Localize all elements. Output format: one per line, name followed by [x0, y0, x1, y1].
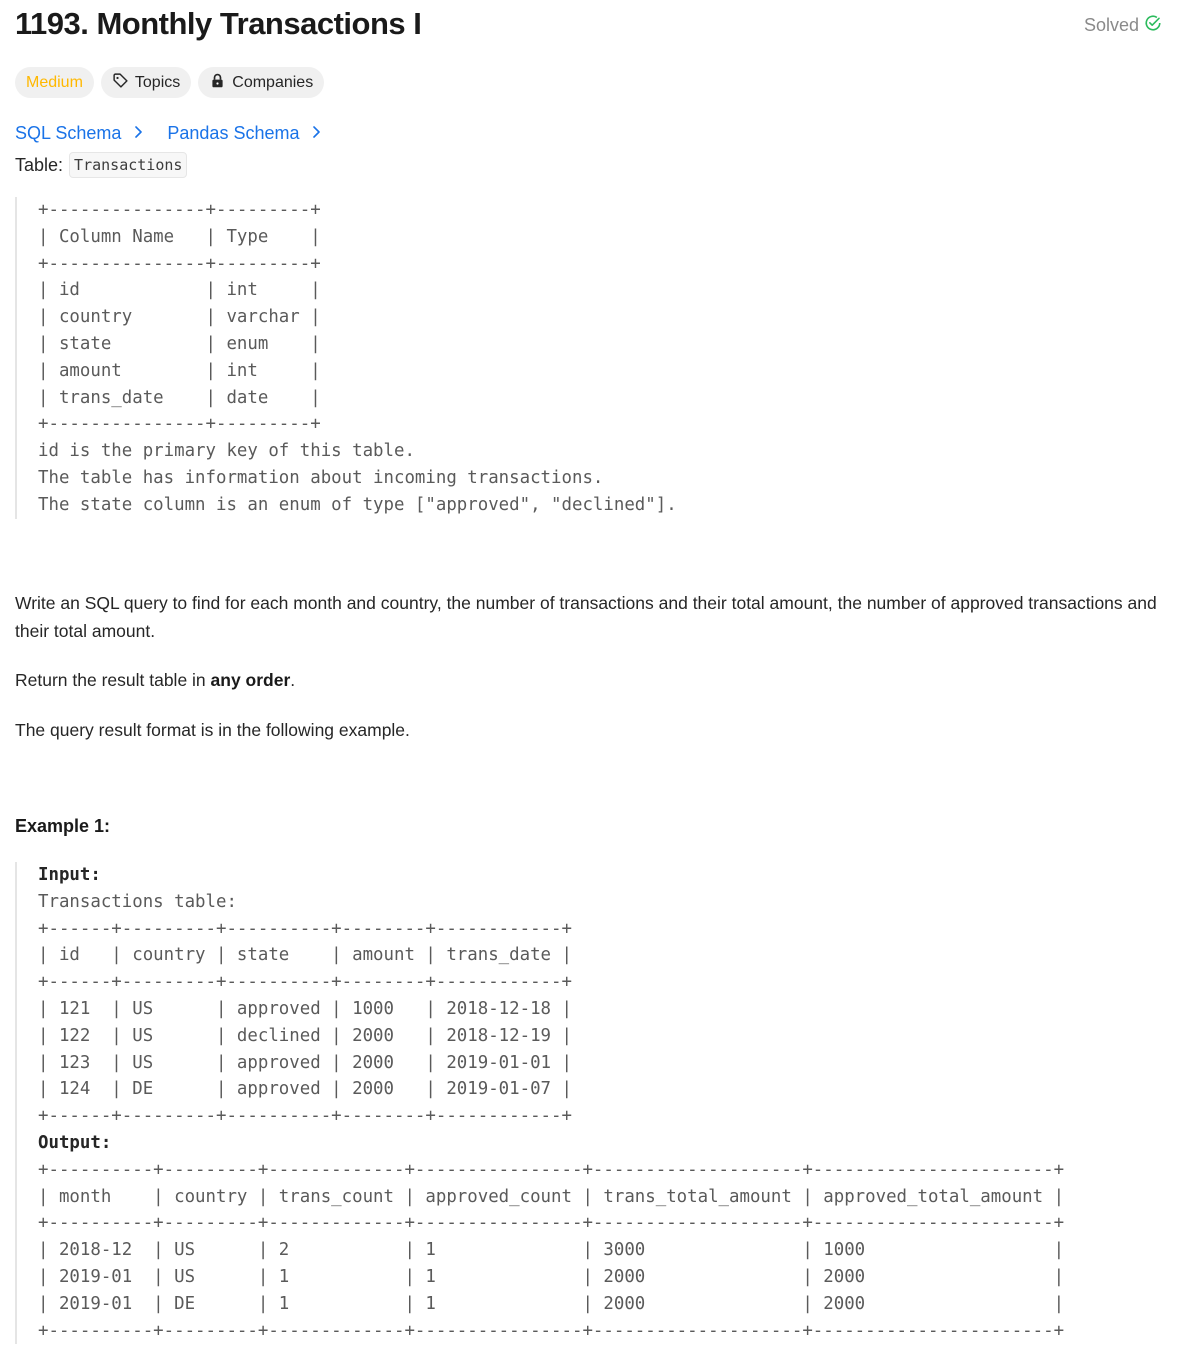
order-emphasis: any order [210, 670, 291, 690]
topics-tag-button[interactable] [101, 67, 191, 98]
pandas-schema-link[interactable] [167, 123, 323, 144]
tag-icon [112, 72, 129, 94]
sql-schema-label: SQL Schema [15, 123, 122, 143]
description-paragraph-1: Write an SQL query to find for each month and country, the number of transactions and their total amount, the number of approved transactions and their total amount. [15, 593, 1157, 641]
input-label: Input: [38, 865, 101, 885]
schema-code-block: +---------------+---------+ | Column Name | Type | +---------------+---------+ | id | int | | country | varchar | | state | enum | | amount | int | | trans_date | date | +---------------+---------+ id is the primary key of this table. The table has information about incoming transactions. The state column is an enum of type ["approved", "declined"]. [15, 197, 677, 519]
input-table: Transactions table: +------+---------+----------+--------+------------+ | id | country | state | amount | trans_date | +------+---------+----------+--------+------------+ | 121 | US | approved | 1000 | 2018-12-18 | | 122 | US | declined | 2000 | 2018-12-19 | | 123 | US | approved | 2000 | 2019-01-01 | | 124 | DE | approved | 2000 | 2019-01-07 | +------+---------+----------+--------+------------+ [38, 891, 572, 1127]
output-label: Output: [38, 1132, 112, 1153]
example-code-block [15, 862, 1064, 1344]
chevron-right-icon [131, 123, 145, 144]
lock-icon [209, 72, 226, 94]
tag-row [15, 67, 324, 98]
difficulty-badge: Medium [15, 67, 94, 98]
check-circle-icon [1144, 14, 1162, 37]
example-title: Example 1: [15, 816, 111, 836]
table-name-code: Transactions [69, 152, 187, 178]
solved-label: Solved [1083, 15, 1139, 35]
table-name-line [15, 152, 187, 178]
output-table: +----------+---------+-------------+----------------+--------------------+-----------------------+ | month | country | trans_count | approved_count | trans_total_amount | approved_total_amount | +----------+---------+-------------+----------------+--------------------+-----------------------+ | 2018-12 | US | 2 | 1 | 3000 | 1000 | | 2019-01 | US | 1 | 1 | 2000 | 2000 | | 2019-01 | DE | 1 | 1 | 2000 | 2000 | +----------+---------+-------------+----------------+--------------------+-----------------------+ [38, 1159, 1065, 1341]
companies-label: Companies [232, 73, 314, 91]
topics-label: Topics [134, 73, 181, 91]
order-prefix: Return the result table in [15, 670, 211, 690]
chevron-right-icon [309, 123, 323, 144]
pandas-schema-label: Pandas Schema [167, 123, 300, 143]
order-suffix: . [290, 670, 296, 690]
schema-links [15, 123, 323, 144]
companies-tag-button[interactable] [198, 67, 324, 98]
sql-schema-link[interactable] [15, 123, 145, 144]
description-paragraph-3: The query result format is in the following example. [15, 720, 410, 740]
description-paragraph-2 [15, 666, 1165, 694]
solved-status [1084, 14, 1162, 37]
problem-title: 1193. Monthly Transactions I [15, 6, 422, 41]
table-label: Table: [15, 154, 64, 175]
